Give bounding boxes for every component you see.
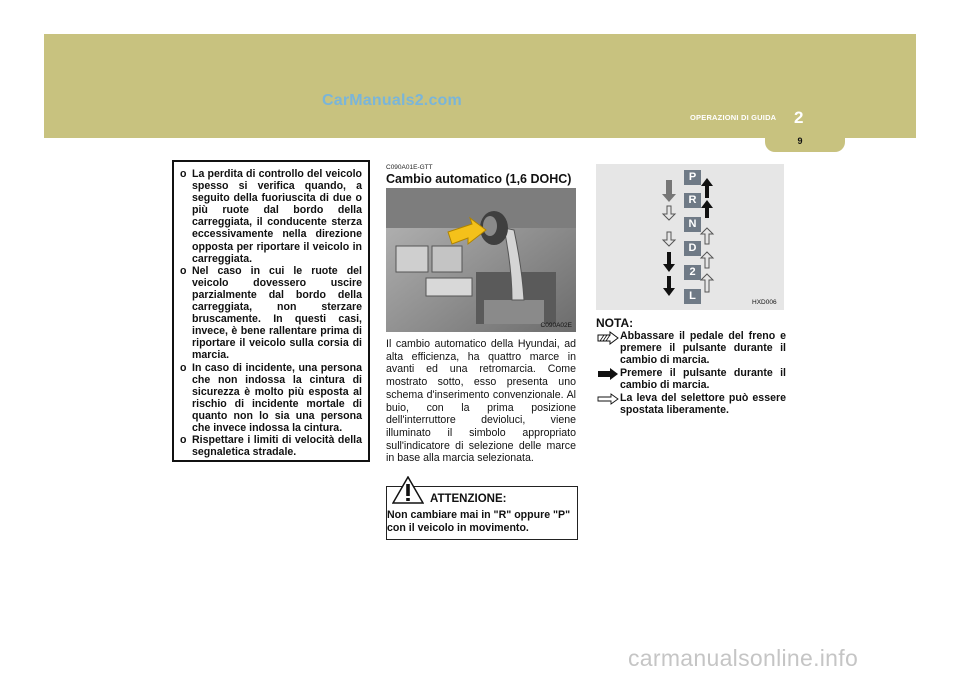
watermark-bottom[interactable]: carmanualsonline.info: [628, 645, 859, 671]
bullet: o: [180, 361, 187, 374]
filled-down-arrow-icon: [663, 252, 675, 296]
chapter-number: 2: [794, 108, 804, 127]
outline-down-arrow-icon: [663, 206, 675, 246]
warning-item: o Rispettare i limiti di velocità della segnaletica stradale.: [180, 434, 362, 459]
diagram-code: HXD006: [752, 299, 777, 306]
page-number: 9: [797, 136, 803, 146]
bullet: o: [180, 168, 187, 180]
bullet: o: [180, 264, 187, 277]
attention-text: Non cambiare mai in "R" oppure "P" con il veicolo in movimento.: [387, 509, 571, 534]
gear-l: L: [684, 289, 701, 304]
warning-item: o Nel caso in cui le ruote del veicolo dovessero uscire parzialmente dal bordo della carreggiata, non sterzare bruscamente. In questi casi, invece, è bene rallentare prima di riportare il veicolo sulla corsia di marcia.: [180, 264, 362, 362]
exclamation-triangle-icon: [392, 476, 424, 509]
gear-r: R: [684, 193, 701, 208]
nota-item: Abbassare il pedale del freno e premere il pulsante durante il cambio di marcia.: [620, 330, 786, 367]
warning-item: o In caso di incidente, una persona che non indossa la cintura di sicurezza è molto più esposta al rischio di incidente mortale di quanto non lo sia una persona che invece indossa la cintura.: [180, 361, 362, 434]
gear-lever-photo: [386, 188, 576, 332]
section-code: C090A01E-GTT: [386, 164, 433, 171]
warning-list: [180, 168, 362, 458]
bullet: o: [180, 434, 187, 447]
warning-box: [172, 160, 370, 462]
gear-lever-illustration: [386, 188, 576, 332]
attention-title: ATTENZIONE:: [430, 493, 507, 505]
gear-p: P: [684, 170, 701, 185]
outline-up-arrow-icon: [701, 228, 713, 292]
gear-d: D: [684, 241, 701, 256]
nota-title: NOTA:: [596, 316, 634, 330]
gear-n: N: [684, 217, 701, 232]
outline-arrow-icon: [597, 392, 619, 411]
warning-item: o La perdita di controllo del veicolo spesso si verifica quando, a seguito della fuoriuscita di due o più ruote dal bordo della carreggiata, il conducente sterza eccessivamente nella direzione opposta per riportare il veicolo in carreggiata.: [180, 168, 362, 265]
striped-arrow-icon: [597, 331, 619, 350]
gear-2: 2: [684, 265, 701, 280]
filled-up-arrow-icon: [701, 178, 713, 218]
chapter-title: OPERAZIONI DI GUIDA: [690, 113, 777, 122]
section-heading: Cambio automatico (1,6 DOHC): [386, 172, 572, 186]
nota-item: La leva del selettore può essere spostata liberamente.: [620, 392, 786, 417]
header-band: [44, 34, 916, 138]
nota-item: Premere il pulsante durante il cambio di marcia.: [620, 367, 786, 392]
striped-down-arrow-icon: [662, 180, 676, 202]
watermark-top[interactable]: CarManuals2.com: [322, 92, 462, 109]
filled-arrow-icon: [597, 367, 619, 386]
section-body: Il cambio automatico della Hyundai, ad alta efficienza, ha quattro marce in avanti ed una retromarcia. Come mostrato sotto, esso presenta uno schema d'inserimento convenzionale. Al buio, con la prima posizione dell'interruttore devioluci, viene illuminato il simbolo appropriato sull'indicatore di selezione delle marce in base alla marcia selezionata.: [386, 338, 576, 465]
photo-code: C090A02E: [540, 322, 572, 329]
